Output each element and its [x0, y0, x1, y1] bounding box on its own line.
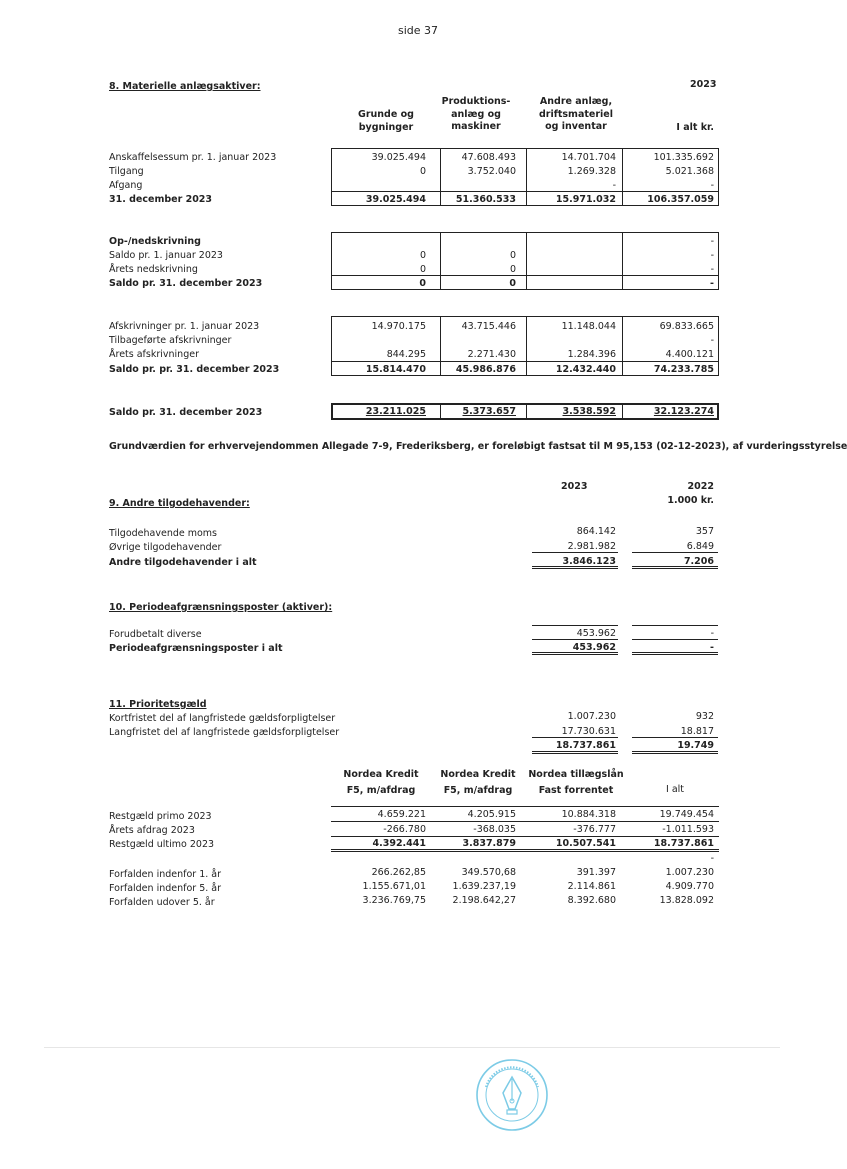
subtotal-rule: [532, 737, 618, 738]
note8-title: 8. Materielle anlægsaktiver:: [109, 81, 261, 92]
valuation-note: Grundværdien for erhvervejendommen Allegade 7-9, Frederiksberg, er foreløbigt fastsat til M 95,153 (02-12-2023), af vurderingsstyrelse: [109, 441, 847, 452]
cell: 6.849: [686, 541, 714, 552]
total-rule: [532, 751, 618, 754]
cell: 844.295: [386, 349, 426, 360]
head-line: anlæg og: [451, 108, 501, 120]
cell: 69.833.665: [659, 321, 714, 332]
cell: 266.262,85: [371, 867, 426, 878]
cell: 15.971.032: [555, 194, 616, 205]
cell: 1.007.230: [567, 711, 616, 722]
unit-label: 1.000 kr.: [667, 495, 714, 506]
row-label: Anskaffelsessum pr. 1. januar 2023: [109, 152, 277, 163]
cell: 932: [695, 711, 714, 722]
row-label: Saldo pr. pr. 31. december 2023: [109, 364, 280, 375]
note8-col3-head: [520, 96, 632, 134]
subtotal-rule: [532, 639, 618, 640]
head-line: Produktions-: [441, 96, 511, 107]
cell: 453.962: [572, 642, 616, 653]
cell: -: [710, 250, 714, 261]
cell: 0: [419, 250, 426, 261]
cell: 2.981.982: [567, 541, 616, 552]
cell: 4.909.770: [665, 881, 714, 892]
cell: 1.155.671,01: [362, 881, 426, 892]
row-label: Forudbetalt diverse: [109, 629, 202, 640]
cell: 43.715.446: [461, 321, 516, 332]
cell: 19.749.454: [659, 809, 714, 820]
note8-col4-head: I alt kr.: [676, 122, 714, 133]
cell: 39.025.494: [365, 194, 426, 205]
row-label: Saldo pr. 31. december 2023: [109, 407, 263, 418]
cell: -: [710, 628, 714, 639]
cell: 4.400.121: [665, 349, 714, 360]
note11-title: 11. Prioritetsgæld: [109, 699, 207, 710]
cell: 2.198.642,27: [452, 895, 516, 906]
rule: [632, 625, 718, 626]
cell: 101.335.692: [653, 152, 714, 163]
cell: 13.828.092: [659, 895, 714, 906]
row-label: Årets nedskrivning: [109, 264, 198, 275]
cell: -: [710, 264, 714, 275]
cell: -368.035: [473, 824, 516, 835]
head-line: driftsmateriel: [538, 108, 613, 120]
row-label: Afgang: [109, 180, 143, 191]
cell: 0: [419, 278, 426, 289]
cell: 14.701.704: [561, 152, 616, 163]
cell: 2.271.430: [467, 349, 516, 360]
cell: 1.269.328: [567, 166, 616, 177]
cell: -: [710, 278, 714, 289]
head-line: Fast forrentet: [538, 785, 614, 796]
note8-col2-head: [421, 96, 531, 134]
page-number: side 37: [398, 24, 439, 37]
row-label: Tilgodehavende moms: [109, 528, 218, 539]
subtotal-rule: [632, 639, 718, 640]
total-rule: [331, 361, 719, 362]
cell: -1.011.593: [662, 824, 714, 835]
subtotal-rule: [532, 552, 618, 553]
cell: -: [710, 180, 714, 191]
cell: 18.737.861: [555, 740, 616, 751]
cell: 3.538.592: [562, 406, 616, 417]
cell: 51.360.533: [455, 194, 516, 205]
row-label: Øvrige tilgodehavender: [109, 542, 222, 553]
cell: 8.392.680: [567, 895, 616, 906]
cell: 2.114.861: [567, 881, 616, 892]
cell: 18.737.861: [653, 838, 714, 849]
cell: 357: [695, 526, 714, 537]
head-line: F5, m/afdrag: [346, 785, 416, 796]
cell: 0: [419, 166, 426, 177]
cell: 32.123.274: [653, 406, 714, 417]
cell: -: [710, 335, 714, 346]
cell: 39.025.494: [371, 152, 426, 163]
row-label: Årets afdrag 2023: [109, 825, 195, 836]
cell: 349.570,68: [461, 867, 516, 878]
head-line: Nordea Kredit: [343, 769, 419, 780]
cell: 12.432.440: [555, 364, 616, 375]
head-line: bygninger: [358, 121, 414, 133]
note10-title: 10. Periodeafgrænsningsposter (aktiver):: [109, 602, 333, 613]
row-label: Saldo pr. 1. januar 2023: [109, 250, 223, 261]
note11-col2-head: [428, 767, 528, 799]
cell: 1.284.396: [567, 349, 616, 360]
total-rule: [632, 751, 718, 754]
impair-title: Op-/nedskrivning: [109, 236, 201, 247]
subtotal-rule: [632, 552, 718, 553]
cell: 0: [509, 278, 516, 289]
row-label: Langfristet del af langfristede gældsforpligtelser: [109, 727, 340, 738]
cell: 106.357.059: [647, 194, 714, 205]
row-label: Kortfristet del af langfristede gældsforpligtelser: [109, 713, 336, 724]
head-line: Nordea Kredit: [440, 769, 516, 780]
cell: 453.962: [576, 628, 616, 639]
total-rule: [532, 566, 618, 569]
cell: 5.373.657: [462, 406, 516, 417]
note11-col3-head: [526, 767, 626, 799]
subtotal-rule: [632, 737, 718, 738]
cell: 1.639.237,19: [452, 881, 516, 892]
row-label: Forfalden indenfor 1. år: [109, 869, 222, 880]
note11-col1-head: [331, 767, 431, 799]
total-rule: [331, 275, 719, 276]
head-line: Andre anlæg,: [539, 96, 613, 107]
footer-divider: [44, 1047, 780, 1048]
cell: 864.142: [576, 526, 616, 537]
note8-year: 2023: [690, 79, 717, 90]
cell: 3.846.123: [562, 556, 616, 567]
cell: -: [710, 642, 714, 653]
cell: 0: [419, 264, 426, 275]
row-label: Andre tilgodehavender i alt: [109, 557, 257, 568]
total-rule: [632, 652, 718, 655]
cell: -: [710, 236, 714, 247]
row-label: Afskrivninger pr. 1. januar 2023: [109, 321, 260, 332]
cell: -266.780: [383, 824, 426, 835]
cell: 7.206: [683, 556, 714, 567]
head-line: Grunde og: [358, 109, 414, 120]
cell: 17.730.631: [561, 726, 616, 737]
cell: 14.970.175: [371, 321, 426, 332]
row-label: Saldo pr. 31. december 2023: [109, 278, 263, 289]
cell: 18.817: [680, 726, 714, 737]
note9-title: 9. Andre tilgodehavender:: [109, 498, 250, 509]
row-label: Tilgang: [109, 166, 144, 177]
row-label: Restgæld primo 2023: [109, 811, 212, 822]
row-label: 31. december 2023: [109, 194, 213, 205]
total-rule: [331, 191, 719, 192]
cell: 4.659.221: [377, 809, 426, 820]
note11-col4-head: I alt: [666, 784, 685, 795]
cell: 11.148.044: [561, 321, 616, 332]
col-divider: [526, 232, 527, 290]
total-rule: [632, 566, 718, 569]
head-line: F5, m/afdrag: [443, 785, 513, 796]
row-label: Restgæld ultimo 2023: [109, 839, 215, 850]
cell: -376.777: [573, 824, 616, 835]
cell: 10.507.541: [555, 838, 616, 849]
cell: 0: [509, 250, 516, 261]
cell: 4.392.441: [372, 838, 426, 849]
year-current: 2023: [561, 481, 588, 492]
cell: 5.021.368: [665, 166, 714, 177]
row-label: Årets afskrivninger: [109, 349, 199, 360]
cell: 23.211.025: [365, 406, 426, 417]
row-label: Tilbageførte afskrivninger: [109, 335, 232, 346]
cell: -: [710, 853, 714, 864]
signature-stamp-icon: [474, 1057, 550, 1133]
total-rule: [532, 652, 618, 655]
rule: [331, 806, 719, 807]
rule: [331, 836, 719, 837]
cell: -: [612, 180, 616, 191]
head-line: Nordea tillægslån: [528, 769, 624, 780]
cell: 4.205.915: [467, 809, 516, 820]
cell: 3.752.040: [467, 166, 516, 177]
head-line: maskiner: [451, 121, 501, 132]
cell: 1.007.230: [665, 867, 714, 878]
cell: 15.814.470: [365, 364, 426, 375]
cell: 74.233.785: [653, 364, 714, 375]
row-label: Forfalden indenfor 5. år: [109, 883, 222, 894]
cell: 47.608.493: [461, 152, 516, 163]
cell: 0: [509, 264, 516, 275]
year-prior: 2022: [687, 481, 714, 492]
total-rule: [331, 849, 719, 852]
cell: 45.986.876: [455, 364, 516, 375]
head-line: og inventar: [545, 121, 607, 132]
cell: 3.837.879: [462, 838, 516, 849]
row-label: Periodeafgrænsningsposter i alt: [109, 643, 283, 654]
cell: 391.397: [576, 867, 616, 878]
row-label: Forfalden udover 5. år: [109, 897, 215, 908]
cell: 3.236.769,75: [362, 895, 426, 906]
rule: [532, 625, 618, 626]
cell: 19.749: [677, 740, 714, 751]
cell: 10.884.318: [561, 809, 616, 820]
rule: [331, 821, 719, 822]
